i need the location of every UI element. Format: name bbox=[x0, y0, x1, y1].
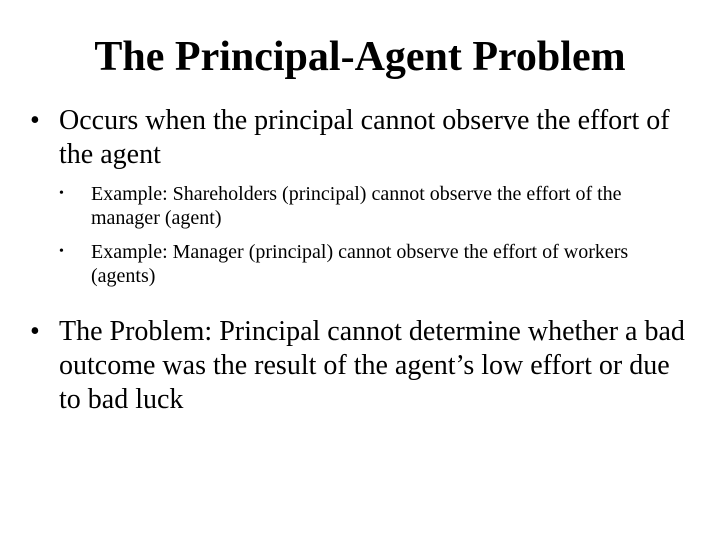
sub-bullet-icon: • bbox=[59, 244, 64, 259]
sub-bullet-item bbox=[59, 182, 690, 230]
bullet-icon: • bbox=[30, 316, 40, 347]
bullet-text: Occurs when the principal cannot observe the effort of the agent bbox=[59, 105, 670, 170]
bullet-item bbox=[30, 104, 690, 172]
sub-bullet-text: Example: Manager (principal) cannot observe the effort of workers (agents) bbox=[91, 241, 629, 287]
sub-bullet-item bbox=[59, 240, 690, 288]
sub-bullet-icon: • bbox=[59, 186, 64, 201]
bullet-item bbox=[30, 315, 690, 417]
sub-bullet-text: Example: Shareholders (principal) cannot observe the effort of the manager (agent) bbox=[91, 183, 622, 229]
bullet-list bbox=[30, 104, 690, 417]
bullet-icon: • bbox=[30, 105, 40, 136]
slide-title: The Principal-Agent Problem bbox=[94, 34, 626, 80]
sub-bullet-list bbox=[59, 182, 690, 288]
bullet-text: The Problem: Principal cannot determine whether a bad outcome was the result of the agent’s low effort or due to bad luck bbox=[59, 316, 685, 415]
spacer bbox=[30, 288, 690, 315]
